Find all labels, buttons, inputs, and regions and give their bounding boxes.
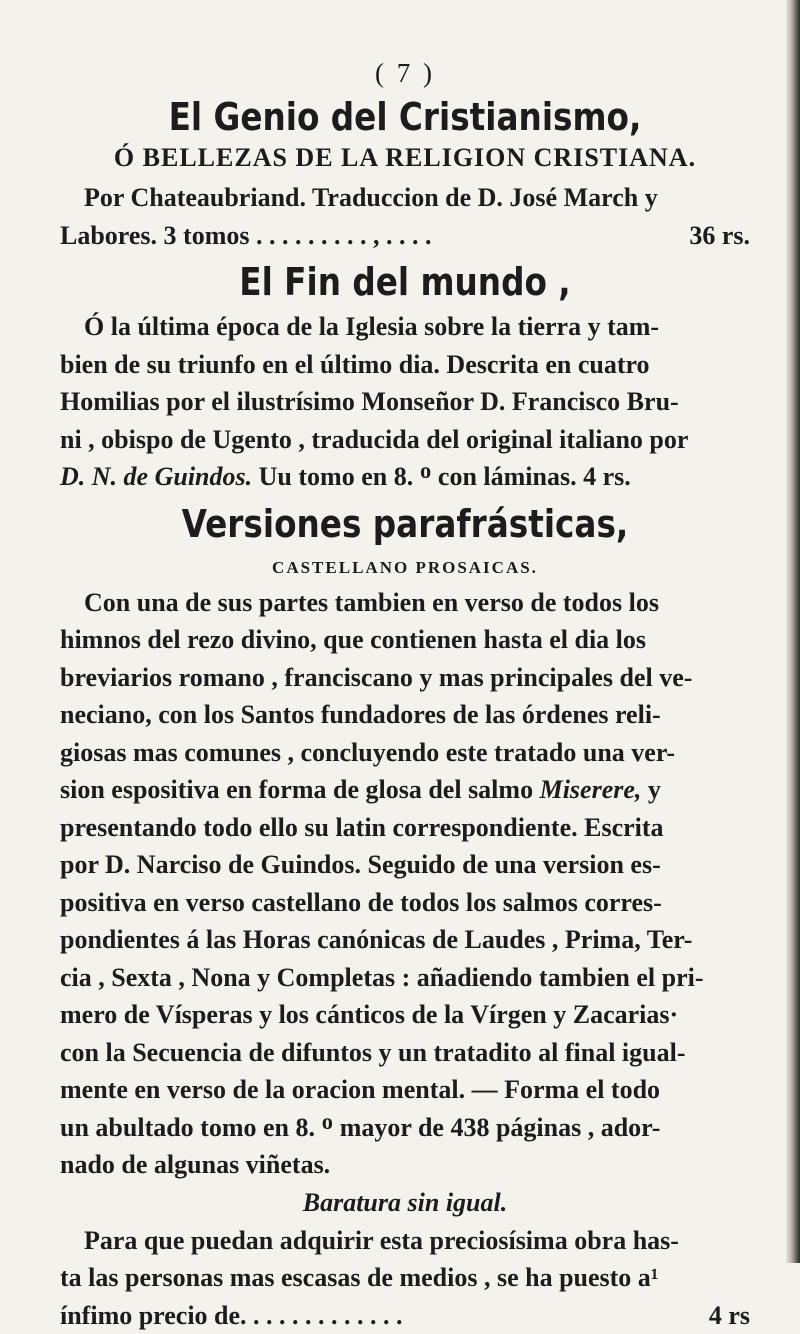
item3-line: giosas mas comunes , concluyendo este tratado una ver- — [60, 734, 750, 772]
item1-price-line — [60, 217, 750, 255]
item2-price: Uu tomo en 8. ᴼ con láminas. 4 rs. — [259, 462, 631, 491]
final-text: ínfimo precio de. . . . . . . . . . . . . — [60, 1297, 403, 1334]
final-price: 4 rs — [709, 1297, 750, 1334]
miserere-pre: sion espositiva en forma de glosa del salmo — [60, 775, 533, 804]
item2-author: D. N. de Guindos. — [60, 462, 252, 491]
item3-title: Versiones parafrásticas, — [108, 502, 701, 546]
item1-price: 36 rs. — [689, 217, 750, 255]
item3-line: presentando todo ello su latin correspondiente. Escrita — [60, 809, 750, 847]
item1-title: El Genio del Cristianismo, — [108, 95, 701, 139]
document-page — [60, 58, 750, 1334]
item3-line: Con una de sus partes tambien en verso de todos los — [60, 584, 750, 622]
item3-line: breviarios romano , franciscano y mas principales del ve- — [60, 659, 750, 697]
miserere-post: y — [648, 775, 661, 804]
item3-line: mente en verso de la oracion mental. — Forma el todo — [60, 1071, 750, 1109]
item2-line: Ó la última época de la Iglesia sobre la tierra y tam- — [60, 308, 750, 346]
item2-line: Homilias por el ilustrísimo Monseñor D. Francisco Bru- — [60, 383, 750, 421]
item3-line: himnos del rezo divino, que contienen hasta el dia los — [60, 621, 750, 659]
item3-line: nado de algunas viñetas. — [60, 1146, 750, 1184]
item1-subtitle: Ó BELLEZAS DE LA RELIGION CRISTIANA. — [60, 143, 750, 173]
item1-line: Por Chateaubriand. Traduccion de D. José March y — [60, 179, 750, 217]
item3-line: con la Secuencia de difuntos y un tratadito al final igual- — [60, 1034, 750, 1072]
item3-line: por D. Narciso de Guindos. Seguido de una version es- — [60, 846, 750, 884]
item3-line: mero de Vísperas y los cánticos de la Vírgen y Zacarias· — [60, 996, 750, 1034]
page-edge — [786, 0, 800, 1263]
miserere-word: Miserere, — [540, 775, 642, 804]
item3-line: neciano, con los Santos fundadores de las órdenes reli- — [60, 696, 750, 734]
item3-final-line — [60, 1297, 750, 1334]
item2-title: El Fin del mundo , — [108, 260, 701, 304]
item3-miserere-line — [60, 771, 750, 809]
item3-line: positiva en verso castellano de todos los salmos corres- — [60, 884, 750, 922]
item3-closing-line: Para que puedan adquirir esta preciosísima obra has- — [60, 1222, 750, 1260]
item3-line: un abultado tomo en 8. ᴼ mayor de 438 páginas , ador- — [60, 1109, 750, 1147]
item2-line: ni , obispo de Ugento , traducida del original italiano por — [60, 421, 750, 459]
item2-last-line — [60, 458, 750, 496]
page-number: ( 7 ) — [60, 58, 750, 89]
item1-line2: Labores. 3 tomos . . . . . . . . . , . . . . — [60, 217, 431, 255]
item3-closing-line: ta las personas mas escasas de medios , se ha puesto a¹ — [60, 1259, 750, 1297]
item2-line: bien de su triunfo en el último dia. Descrita en cuatro — [60, 346, 750, 384]
item3-line: pondientes á las Horas canónicas de Laudes , Prima, Ter- — [60, 921, 750, 959]
item3-line: cia , Sexta , Nona y Completas : añadiendo tambien el pri- — [60, 959, 750, 997]
item3-subtitle: CASTELLANO PROSAICAS. — [60, 558, 750, 578]
cheap-heading: Baratura sin igual. — [60, 1188, 750, 1218]
